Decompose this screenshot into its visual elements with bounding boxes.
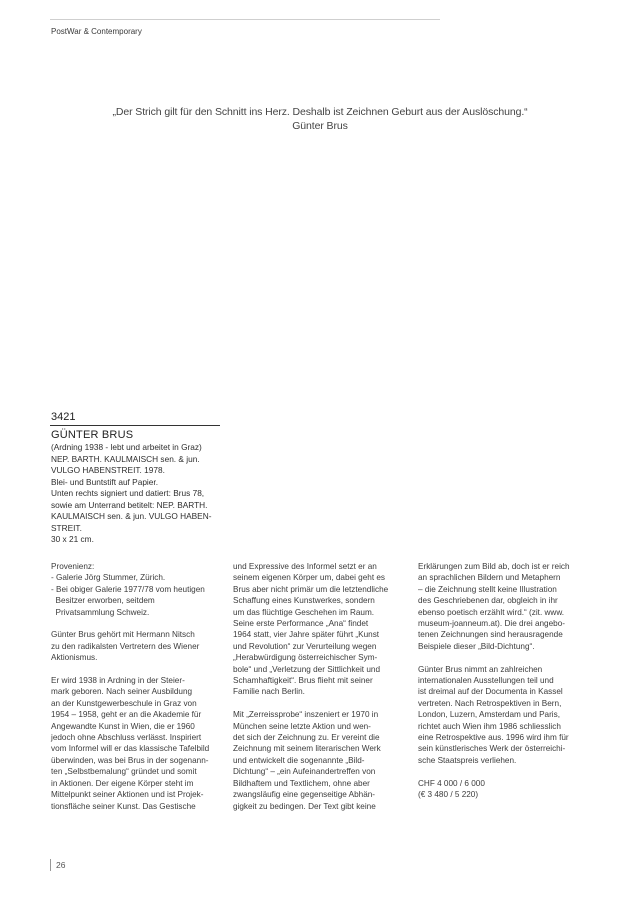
page-number-bar xyxy=(50,859,51,871)
body-text-line: sein künstlerisches Werk der österreichi- xyxy=(418,744,566,754)
body-text-line: zu den radikalsten Vertretern des Wiener xyxy=(51,641,200,651)
body-text-line: richtet auch Wien ihm 1986 schliesslich xyxy=(418,721,561,731)
body-text-line: Schaffung eines Kunstwerkes, sondern xyxy=(233,596,375,606)
body-text-line: Er wird 1938 in Ardning in der Steier- xyxy=(51,676,185,686)
body-text-line: museum-joanneum.at). Die drei angebo- xyxy=(418,619,565,629)
body-text-line: CHF 4 000 / 6 000 xyxy=(418,778,485,788)
text-column-2 xyxy=(233,561,403,812)
body-text-line: ebenso poetisch erzählt wird.“ (zit. www. xyxy=(418,607,565,617)
body-text-line: – die Zeichnung stellt keine Illustration xyxy=(418,584,557,594)
lot-detail-line: NEP. BARTH. KAULMAISCH sen. & jun. xyxy=(51,453,200,464)
lot-detail-line: sowie am Unterrand betitelt: NEP. BARTH. xyxy=(51,499,208,510)
paragraph-gap xyxy=(51,664,221,675)
body-text-line: - Galerie Jörg Stummer, Zürich. xyxy=(51,573,166,583)
body-text-line: Schamhaftigkeit“. Brus flieht mit seiner xyxy=(233,676,373,686)
body-text-line: und entwickelt die sogenannte „Bild- xyxy=(233,755,365,765)
lot-detail-line: KAULMAISCH sen. & jun. VULGO HABEN- xyxy=(51,511,212,521)
body-text-line: gigkeit zu bedingen. Der Text gibt keine xyxy=(233,801,376,811)
body-text-line: Privatsammlung Schweiz. xyxy=(51,607,150,617)
body-text-line: London, Luzern, Amsterdam und Paris, xyxy=(418,710,560,720)
body-text-line: des Geschriebenen dar, obgleich in ihr xyxy=(418,596,558,606)
body-text-line: vom Informel will er das klassische Tafelbild xyxy=(51,744,210,754)
body-text-line: eine Retrospektive aus. 1996 wird ihm für xyxy=(418,733,569,743)
body-text-line: ten „Selbstbemalung“ gründet und somit xyxy=(51,767,197,777)
body-text-line: in Aktionen. Der eigene Körper steht im xyxy=(51,778,194,788)
body-text-line: Günter Brus nimmt an zahlreichen xyxy=(418,664,543,674)
body-text-line: tenen Zeichnungen sind herausragende xyxy=(418,630,563,640)
body-text-line: jedoch ohne Abschluss verlässt. Inspiriert xyxy=(51,733,202,743)
lot-detail-line: Blei- und Buntstift auf Papier. xyxy=(51,476,159,487)
body-text-line: sche Staatspreis verliehen. xyxy=(418,755,517,765)
paragraph-gap xyxy=(233,698,403,709)
paragraph-gap xyxy=(418,766,588,777)
body-text-line: Mit „Zerreissprobe“ inszeniert er 1970 in xyxy=(233,710,379,720)
text-column-3 xyxy=(418,561,588,801)
body-text-line: Dichtung“ – „ein Aufeinandertreffen von xyxy=(233,767,376,777)
body-text-line: tionsfläche seiner Kunst. Das Gestische xyxy=(51,801,196,811)
lot-number: 3421 xyxy=(51,411,76,423)
lot-detail-line: STREIT. xyxy=(51,522,82,533)
body-text-line: und Revolution“ zur Verurteilung wegen xyxy=(233,641,377,651)
body-text-line: Aktionismus. xyxy=(51,653,98,663)
body-text-line: „Herabwürdigung österreichischer Sym- xyxy=(233,653,378,663)
body-text-line: mark geboren. Nach seiner Ausbildung xyxy=(51,687,193,697)
quote-text: „Der Strich gilt für den Schnitt ins Herz. Deshalb ist Zeichnen Geburt aus der Auslöschung.“ xyxy=(112,106,528,118)
lot-detail-line: 30 x 21 cm. xyxy=(51,534,94,544)
body-text-line: und Expressive des Informel setzt er an xyxy=(233,562,377,571)
body-text-line: Beispiele dieser „Bild-Dichtung“. xyxy=(418,641,535,651)
body-text-line: Besitzer erworben, seitdem xyxy=(51,596,155,606)
header-rule xyxy=(50,19,440,20)
body-text-line: Brus aber nicht primär um die letztendliche xyxy=(233,584,389,594)
body-text-line: überwinden, was bei Brus in der sogenann- xyxy=(51,755,209,765)
body-text-line: vertreten. Nach Retrospektiven in Bern, xyxy=(418,698,562,708)
body-text-line: an der Kunstgewerbeschule in Graz von xyxy=(51,698,197,708)
paragraph-gap xyxy=(51,618,221,629)
text-column-1 xyxy=(51,561,221,812)
body-text-line: - Bei obiger Galerie 1977/78 vom heutigen xyxy=(51,584,205,594)
body-text-line: um das flüchtige Geschehen im Raum. xyxy=(233,607,375,617)
body-text-line: Erklärungen zum Bild ab, doch ist er reich xyxy=(418,562,570,571)
quote-author: Günter Brus xyxy=(292,120,348,132)
body-text-line: ist dreimal auf der Documenta in Kassel xyxy=(418,687,563,697)
body-text-line: an sprachlichen Bildern und Metaphern xyxy=(418,573,561,583)
section-title: PostWar & Contemporary xyxy=(51,27,142,36)
lot-detail-line: VULGO HABENSTREIT. 1978. xyxy=(51,465,165,475)
body-text-line: Zeichnung mit seinem literarischen Werk xyxy=(233,744,381,754)
paragraph-gap xyxy=(418,652,588,663)
body-text-line: Angewandte Kunst in Wien, die er 1960 xyxy=(51,721,195,731)
lot-details xyxy=(51,442,231,546)
body-text-line: bole“ und „Verletzung der Sittlichkeit und xyxy=(233,664,381,674)
body-text-line: Bildhaftem und Textlichem, ohne aber xyxy=(233,778,370,788)
body-text-line: zwangsläufig eine gegenseitige Abhän- xyxy=(233,790,376,800)
artist-name: GÜNTER BRUS xyxy=(51,429,134,441)
lot-detail-line: Unten rechts signiert und datiert: Brus 78, xyxy=(51,488,205,498)
body-text-line: seinem eigenen Körper um, dabei geht es xyxy=(233,573,386,583)
quote-block xyxy=(60,105,580,133)
body-text-line: det sich der Zeichnung zu. Er vereint die xyxy=(233,733,380,743)
body-text-line: internationalen Ausstellungen teil und xyxy=(418,676,554,686)
body-text-line: 1964 statt, vier Jahre später führt „Kunst xyxy=(233,630,380,640)
lot-detail-line: (Ardning 1938 - lebt und arbeitet in Graz) xyxy=(51,442,202,452)
lot-rule xyxy=(50,425,220,426)
body-text-line: Seine erste Performance „Ana“ findet xyxy=(233,619,369,629)
body-text-line: Günter Brus gehört mit Hermann Nitsch xyxy=(51,630,195,640)
body-text-line: München seine letzte Aktion und wen- xyxy=(233,721,371,731)
body-text-line: Familie nach Berlin. xyxy=(233,687,305,697)
body-text-line: (€ 3 480 / 5 220) xyxy=(418,790,479,800)
body-text-line: 1954 – 1958, geht er an die Akademie für xyxy=(51,710,202,720)
page-number: 26 xyxy=(56,860,66,870)
body-text-line: Mittelpunkt seiner Aktionen und ist Projek- xyxy=(51,790,204,800)
body-text-line: Provenienz: xyxy=(51,562,95,571)
